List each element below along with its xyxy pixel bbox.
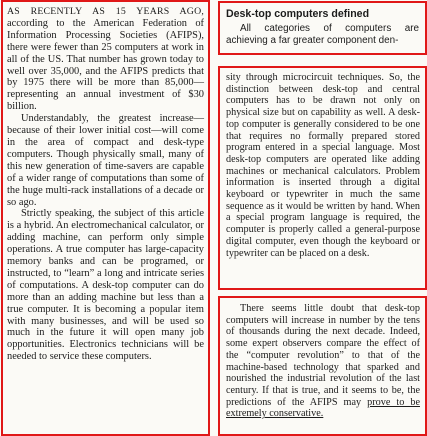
- article-paragraph-2: Understandably, the greatest increase—because of their lower initial cost—will come in the area of compact and desk-type computers. Though physically small, many of this new generation of time-savers are capable of a wider range of computations than some of the huge multi-rack installations of a decade or so ago.: [7, 113, 204, 208]
- sidebar-heading-box: [218, 1, 427, 55]
- lead-in-caps: AS RECENTLY AS 15 YEARS AGO,: [7, 6, 204, 17]
- outlook-paragraph: [226, 303, 420, 420]
- sidebar-title: Desk-top computers defined: [226, 8, 370, 20]
- paragraph-1-text: according to the American Federation of Information Processing Societies (AFIPS), there were fewer than 25 computers at work in all of the US. That number has grown today to well over 35,000, and the AFIPS predicts that by 1975 there will be more than 85,000—representing an annual investment of $30 billion.: [7, 17, 204, 113]
- sidebar-definition-box: [218, 66, 427, 290]
- article-paragraph-3: Strictly speaking, the subject of this article is a hybrid. An electromechanical calculator, or adding machine, can perform only simple operations. A true computer has large-capacity memory banks and can be programed, or instructed, to “learn” a long and intricate series of computations. A desk-top computer can do more than an adding machine but less than a true computer. It is becoming a popular item with many businesses, and will be used so much in the future it will open many job opportunities. Electronics technicians will be needed to service these computers.: [7, 208, 204, 363]
- sidebar-intro-text: All categories of computers are achieving a far greater component den-: [226, 23, 419, 47]
- outlook-box: [218, 296, 427, 436]
- outlook-text: There seems little doubt that desk-top computers will increase in number by the tens of thousands during the next decade. Indeed, some expert observers compare the effect of the “computer revolution” to that of the machine-based technology that sparked and nourished the industrial revolution of the last century. If that is true, and it seems to be, the predictions of the AFIPS may: [226, 303, 420, 408]
- sidebar-definition-text: sity through microcircuit techniques. So, the distinction between desk-top and central computers has to be drawn not only on physical size but on capability as well. A desk-top computer is generally considered to be one that requires no formally prepared stored program entered in a special language. Most desk-top computers are operated like adding machines or mechanical calculators. Problem information is inserted through a digital keyboard or typewriter in much the same sequence as it would be written by hand. When a special program language is required, the computer is properly called a general-purpose digital computer, even though the keyboard or typewriter can be placed on a desk.: [226, 72, 420, 259]
- article-paragraph-1: [7, 6, 204, 113]
- outlook-underlined-text: prove to be extremely conservative.: [226, 396, 420, 420]
- main-article-column: [1, 0, 210, 436]
